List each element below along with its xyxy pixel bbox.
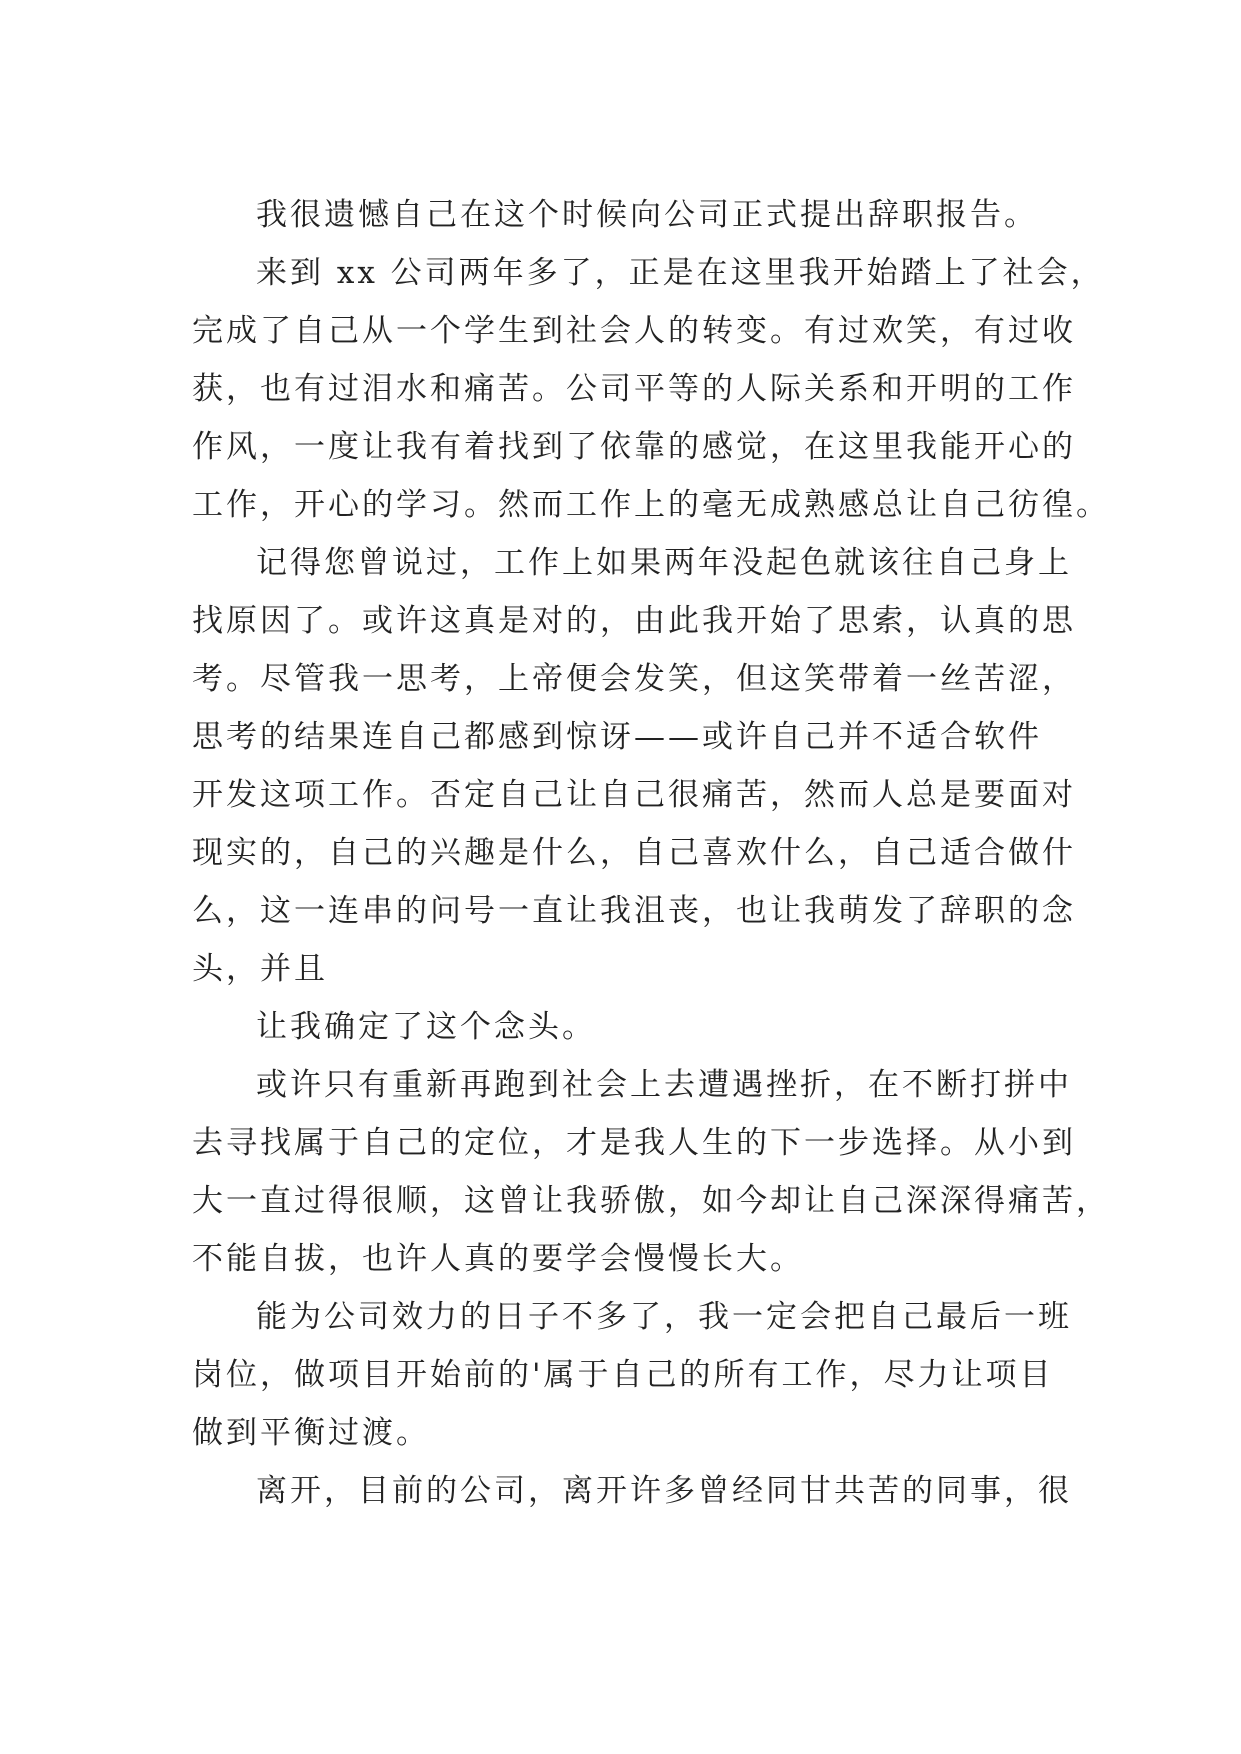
text-line: 让我确定了这个念头。 xyxy=(256,1009,596,1045)
text-line: 开发这项工作。否定自己让自己很痛苦，然而人总是要面对 xyxy=(192,777,1076,813)
text-line: 不能自拔，也许人真的要学会慢慢长大。 xyxy=(192,1241,804,1277)
text-line: 大一直过得很顺，这曾让我骄傲，如今却让自己深深得痛苦， xyxy=(192,1183,1110,1219)
text-line: 现实的，自己的兴趣是什么，自己喜欢什么，自己适合做什 xyxy=(192,835,1076,871)
text-line: 来到 xx 公司两年多了，正是在这里我开始踏上了社会， xyxy=(256,255,1105,291)
text-line: 工作，开心的学习。然而工作上的毫无成熟感总让自己彷徨。 xyxy=(192,487,1110,523)
text-line: 么，这一连串的问号一直让我沮丧，也让我萌发了辞职的念 xyxy=(192,893,1076,929)
text-line: 岗位，做项目开始前的'属于自己的所有工作，尽力让项目 xyxy=(192,1357,1054,1393)
text-line: 完成了自己从一个学生到社会人的转变。有过欢笑，有过收 xyxy=(192,313,1076,349)
text-line: 头，并且 xyxy=(192,951,328,987)
text-line: 去寻找属于自己的定位，才是我人生的下一步选择。从小到 xyxy=(192,1125,1076,1161)
text-line: 或许只有重新再跑到社会上去遭遇挫折，在不断打拼中 xyxy=(256,1067,1072,1103)
text-line: 我很遗憾自己在这个时候向公司正式提出辞职报告。 xyxy=(256,197,1038,233)
text-line: 获，也有过泪水和痛苦。公司平等的人际关系和开明的工作 xyxy=(192,371,1076,407)
text-line: 考。尽管我一思考，上帝便会发笑，但这笑带着一丝苦涩， xyxy=(192,661,1076,697)
text-line: 思考的结果连自己都感到惊讶——或许自己并不适合软件 xyxy=(192,719,1042,755)
letter-body xyxy=(192,186,1110,1520)
text-line: 离开，目前的公司，离开许多曾经同甘共苦的同事，很 xyxy=(256,1473,1072,1509)
text-line: 作风，一度让我有着找到了依靠的感觉，在这里我能开心的 xyxy=(192,429,1076,465)
text-line: 能为公司效力的日子不多了，我一定会把自己最后一班 xyxy=(256,1299,1072,1335)
text-line: 记得您曾说过，工作上如果两年没起色就该往自己身上 xyxy=(256,545,1072,581)
text-line: 找原因了。或许这真是对的，由此我开始了思索，认真的思 xyxy=(192,603,1076,639)
text-line: 做到平衡过渡。 xyxy=(192,1415,430,1451)
